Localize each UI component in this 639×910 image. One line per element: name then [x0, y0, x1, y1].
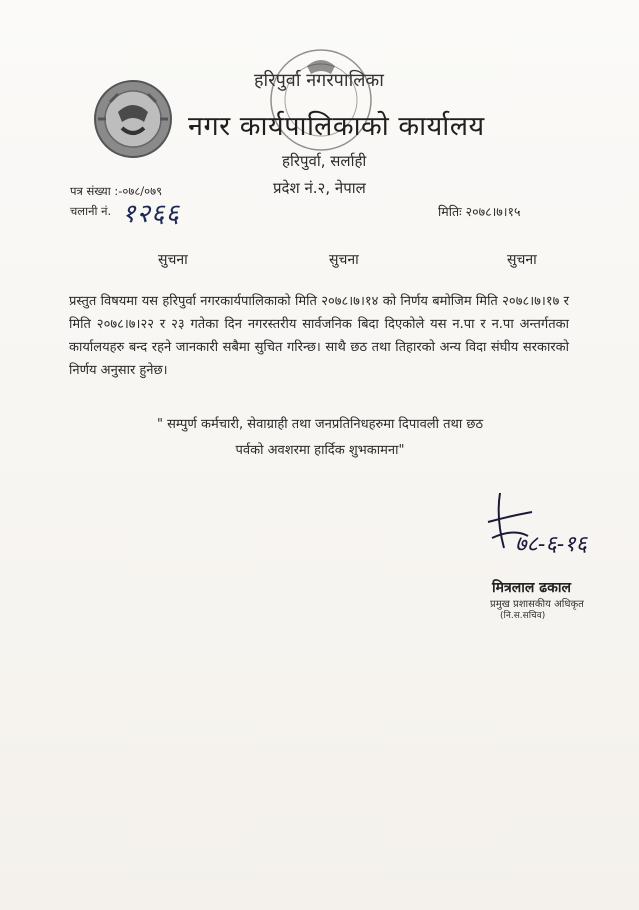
dispatch-label: चलानी नं.: [70, 204, 112, 218]
office-location: हरिपुर्वा, सर्लाही: [282, 152, 367, 170]
officer-name: मित्रलाल ढकाल: [492, 580, 571, 596]
nepal-emblem-icon: [92, 78, 174, 160]
greeting-line: " सम्पुर्ण कर्मचारी, सेवाग्राही तथा जनप्रतिनिधहरुमा दिपावली तथा छठ: [157, 417, 483, 432]
office-title: नगर कार्यपालिकाको कार्यालय: [188, 111, 485, 142]
dispatch-number: १२६६: [122, 199, 181, 229]
municipality-name: हरिपुर्वा नगरपालिका: [254, 70, 384, 91]
greeting-line: पर्वको अवशरमा हार्दिक शुभकामना": [235, 443, 405, 458]
officer-secretary: (नि.स.सचिव): [500, 611, 546, 621]
office-province: प्रदेश नं.२, नेपाल: [273, 179, 366, 197]
letter-date: मितिः २०७८।७।१५: [438, 204, 521, 219]
signature-date: ७८-६-१६: [515, 532, 588, 557]
notice-body: प्रस्तुत विषयमा यस हरिपुर्वा नगरकार्यपालिकाको मिति २०७८।७।१४ को निर्णय बमोजिम मिति २०७८।७।१७ र मिति २०७८।७।२२ र २३ गतेका दिन नगरस्तरीय सार्वजनिक बिदा दिएकोले यस न.पा र न.पा अन्तर्गतका कार्यालयहरु बन्द रहने जानकारी सबैमा सुचित गरिन्छ। साथै छठ तथा तिहारको अन्य विदा संघीय सरकारको निर्णय अनुसार हुनेछ।: [69, 294, 569, 378]
officer-title: प्रमुख प्रशासकीय अधिकृत: [490, 599, 584, 610]
notice-heading: सुचना: [507, 252, 537, 268]
notice-heading: सुचना: [158, 252, 188, 268]
reference-number: पत्र संख्या :-०७८/०७९: [70, 184, 163, 198]
notice-heading: सुचना: [329, 252, 359, 268]
